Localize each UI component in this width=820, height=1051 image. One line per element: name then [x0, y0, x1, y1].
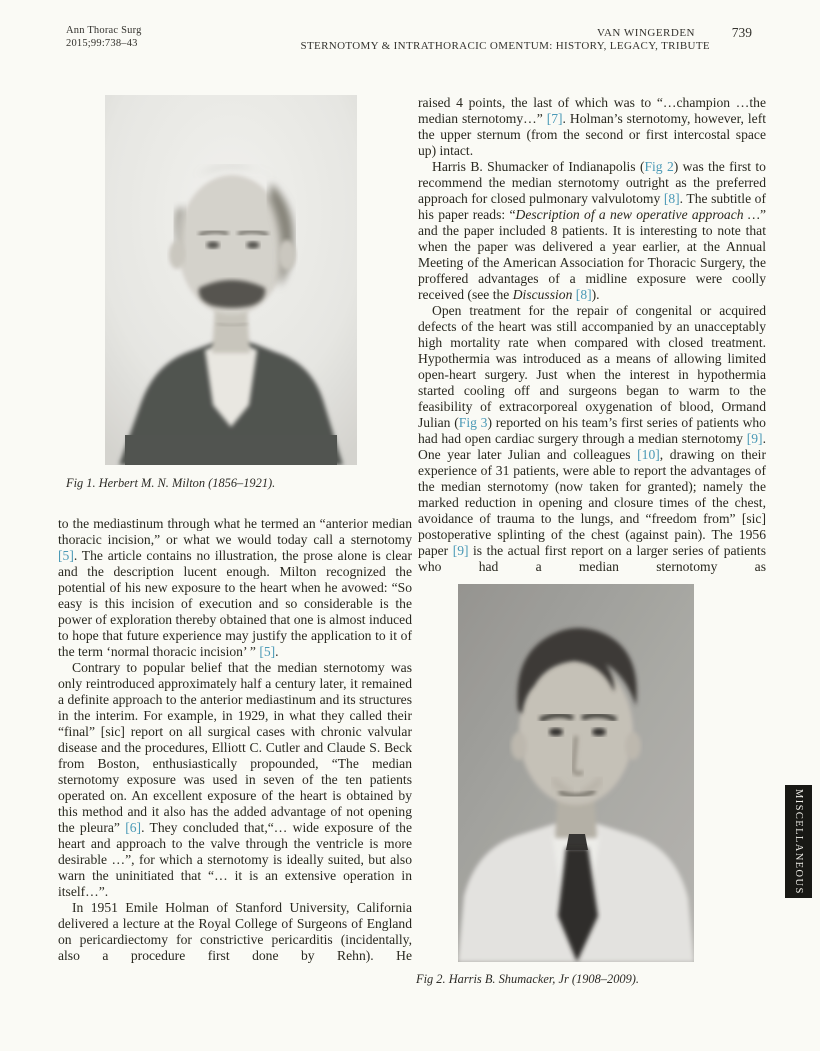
citation-link[interactable]: [9] [452, 543, 469, 558]
paragraph [58, 516, 412, 660]
text-run: ). [591, 287, 600, 302]
citation-link[interactable]: [9] [746, 431, 763, 446]
right-column-text [418, 95, 766, 575]
portrait-milton-image [105, 95, 357, 465]
citation-link[interactable]: [10] [637, 447, 660, 462]
text-run: . They concluded that,“… wide exposure of the heart and approach to the valve through the ventricle is more desirable …”, for which a sternotomy is ideally suited, but also warn the uninitiated that “… it is an extensive operation in itself…”. [58, 820, 412, 899]
figure-reference[interactable]: Fig 3 [458, 415, 488, 430]
text-run: Open treatment for the repair of congenital or acquired defects of the heart was still accompanied by an unacceptably high mortality rate when compared with closed treatment. Hypothermia was introduced as a means of allowing limited open-heart surgery. Just when the interest in hypothermia started cooling off and surgeons began to warm to the feasibility of extracorporeal oxygenation of blood, Ormand Julian ( [418, 303, 766, 430]
citation-link[interactable]: [8] [575, 287, 592, 302]
journal-reference [66, 25, 142, 50]
text-run: , drawing on their experience of 31 patients, were able to report the advantages of the median sternotomy (now taken for granted); namely the marked reduction in opening and closure times of the chest, avoidance of trauma to the lungs, and “freedom from” [sic] postoperative splinting of the chest (against pain). The 1956 paper [418, 447, 766, 558]
text-run: . The subtitle of his paper reads: “ [418, 191, 766, 222]
paragraph [418, 95, 766, 159]
citation-link[interactable]: [5] [58, 548, 74, 563]
figure-2-photo [458, 584, 694, 962]
citation-link[interactable]: [8] [663, 191, 680, 206]
paragraph [58, 900, 412, 964]
journal-name: Ann Thorac Surg [66, 25, 142, 36]
text-run: Harris B. Shumacker of Indianapolis ( [432, 159, 645, 174]
journal-citation: 2015;99:738–43 [66, 37, 138, 49]
emphasis-text: Discussion [512, 287, 573, 302]
page-number: 739 [731, 25, 752, 40]
text-run: Contrary to popular belief that the median sternotomy was only reintroduced approximately half a century later, it remained a definite approach to the anterior mediastinum and its structures in the interim. For example, in 1929, in what they called their “final” [sic] report on all surgical cases with chronic valvular disease and the procedures, Elliott C. Cutler and Claude S. Beck from Boston, enthusiastically propounded, “The median sternotomy exposure was used in seven of the ten patients operated on. An excellent exposure of the heart is obtained by this method and it also has the added advantage of not opening the pleura” [58, 660, 412, 835]
portrait-shumacker-image [458, 584, 694, 962]
text-run: to the mediastinum through what he termed an “anterior median thoracic incision,” or what we would today call a sternotomy [58, 516, 412, 547]
text-run: . Holman’s sternotomy, however, left the upper sternum (from the second or first intercostal space up) intact. [418, 111, 766, 158]
figure-1-photo [105, 95, 357, 465]
figure-1-caption: Fig 1. Herbert M. N. Milton (1856–1921). [66, 476, 276, 490]
running-head-title: STERNOTOMY & INTRATHORACIC OMENTUM: HISTORY, LEGACY, TRIBUTE [300, 40, 710, 52]
citation-link[interactable]: [5] [259, 644, 276, 659]
text-run: . The article contains no illustration, the prose alone is clear and the description lucent enough. Milton recognized the potential of his new exposure to the heart when he avowed: “So easy is this incision of execution and so considerable is the power of exploration thereby obtained that one is almost induced to hope that future experience may justify the application to it of the term ‘normal thoracic incision’ ” [58, 548, 412, 659]
text-run: ) was the first to recommend the median sternotomy outright as the preferred approach for closed pulmonary valvulotomy [418, 159, 766, 206]
section-tab-miscellaneous: MISCELLANEOUS [785, 785, 812, 898]
left-column-text [58, 516, 412, 964]
emphasis-text: Description of a new operative approach … [515, 207, 760, 222]
paragraph [418, 303, 766, 575]
text-run: In 1951 Emile Holman of Stanford University, California delivered a lecture at the Royal College of Surgeons of England on pericardiectomy for constrictive pericarditis (incidentally, also a procedure first done by Rehn). He [58, 900, 412, 963]
right-column [418, 95, 766, 987]
citation-link[interactable]: [7] [546, 111, 563, 126]
text-run: . One year later Julian and colleagues [418, 431, 766, 462]
figure-reference[interactable]: Fig 2 [644, 159, 674, 174]
citation-link[interactable]: [6] [125, 820, 142, 835]
text-run: . [275, 644, 279, 659]
text-run: ” and the paper included 8 patients. It is interesting to note that when the paper was delivered a year earlier, at the Annual Meeting of the American Association for Thoracic Surgery, the proffered advantages of a midline exposure were coolly received (see the [418, 207, 766, 302]
paragraph [58, 660, 412, 900]
text-run: ) reported on his team’s first series of patients who had had open cardiac surgery through a median sternotomy [418, 415, 766, 446]
running-head-author: VAN WINGERDEN [596, 27, 695, 39]
left-column [58, 95, 412, 964]
paragraph [418, 159, 766, 303]
text-run: raised 4 points, the last of which was to “…champion …the median sternotomy…” [418, 95, 766, 126]
text-run: is the actual first report on a larger series of patients who had a median sternotomy as [418, 543, 767, 574]
figure-2-caption: Fig 2. Harris B. Shumacker, Jr (1908–2009). [416, 972, 640, 986]
